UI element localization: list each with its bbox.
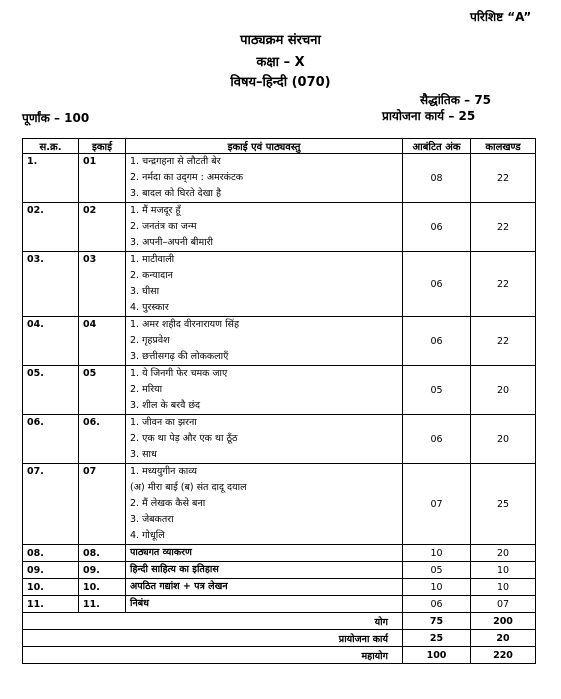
project-marks: प्रायोजना कार्य – 25	[382, 109, 476, 123]
serial-cell: 02.	[23, 203, 79, 252]
content-item: 2. नर्मदा का उद्‌गम : अमरकंटक	[130, 172, 244, 183]
content-item: 3. घीसा	[130, 286, 160, 297]
syllabus-table	[22, 138, 536, 664]
unit-cell: 07	[79, 464, 126, 545]
content-item: 3. साध	[130, 449, 157, 460]
summary-marks: 100	[403, 647, 471, 664]
content-item: 1. माटीवाली	[130, 254, 175, 265]
table-row	[23, 562, 536, 579]
content-item: 2. कन्यादान	[130, 270, 173, 281]
marks-cell: 10	[403, 579, 471, 596]
table-row	[23, 252, 536, 317]
summary-marks: 75	[403, 613, 471, 630]
content-item: 2. गृहप्रवेश	[130, 335, 170, 346]
content-item: 2. मैं लेखक कैसे बना	[130, 498, 206, 509]
content-item: 3. अपनी–अपनी बीमारी	[130, 237, 214, 248]
serial-cell: 10.	[23, 579, 79, 596]
content-cell	[126, 562, 403, 579]
content-item: पाठ्यगत व्याकरण	[130, 547, 192, 558]
content-item: 2. मरिया	[130, 384, 163, 395]
unit-cell: 11.	[79, 596, 126, 613]
content-item: 1. मैं मजदूर हूँ	[130, 205, 181, 216]
table-row	[23, 596, 536, 613]
marks-cell: 10	[403, 545, 471, 562]
unit-cell: 05	[79, 366, 126, 415]
content-item: 3. शील के बरवै छंद	[130, 400, 201, 411]
periods-cell: 10	[471, 562, 536, 579]
serial-cell: 06.	[23, 415, 79, 464]
col-header-content: इकाई एवं पाठ्यवस्तु	[126, 139, 403, 154]
content-cell	[126, 154, 403, 203]
content-cell	[126, 252, 403, 317]
serial-cell: 11.	[23, 596, 79, 613]
unit-cell: 08.	[79, 545, 126, 562]
unit-cell: 03	[79, 252, 126, 317]
serial-cell: 08.	[23, 545, 79, 562]
content-cell	[126, 415, 403, 464]
content-item: 1. अमर शहीद वीरनारायण सिंह	[130, 319, 239, 330]
table-row	[23, 317, 536, 366]
page-title: पाठ्यक्रम संरचना	[240, 33, 321, 48]
marks-cell: 06	[403, 415, 471, 464]
summary-label: योग	[23, 613, 403, 630]
unit-cell: 06.	[79, 415, 126, 464]
content-item: निबंध	[130, 598, 150, 609]
serial-cell: 1.	[23, 154, 79, 203]
content-item: 3. बादल को घिरते देखा है	[130, 188, 221, 199]
summary-label: प्रायोजना कार्य	[23, 630, 403, 647]
theory-marks: सैद्धांतिक – 75	[420, 93, 492, 107]
table-row	[23, 545, 536, 562]
summary-periods: 200	[471, 613, 536, 630]
unit-cell: 04	[79, 317, 126, 366]
marks-cell: 07	[403, 464, 471, 545]
class-label: कक्षा – X	[256, 55, 305, 70]
content-cell	[126, 203, 403, 252]
marks-cell: 06	[403, 252, 471, 317]
content-item: 1. जीवन का झरना	[130, 417, 197, 428]
col-header-marks: आबंटित अंक	[403, 139, 471, 154]
content-cell	[126, 317, 403, 366]
content-item: 1. मध्ययुगीन काव्य	[130, 466, 197, 477]
table-row	[23, 415, 536, 464]
col-header-periods: कालखण्ड	[471, 139, 536, 154]
table-body	[23, 154, 536, 664]
periods-cell: 22	[471, 317, 536, 366]
periods-cell: 22	[471, 252, 536, 317]
content-item: 2. एक था पेड़ और एक था ठूँठ	[130, 433, 238, 444]
periods-cell: 25	[471, 464, 536, 545]
periods-cell: 22	[471, 154, 536, 203]
content-item: अपठित गद्यांश + पत्र लेखन	[130, 581, 228, 592]
marks-cell: 08	[403, 154, 471, 203]
summary-label: महायोग	[23, 647, 403, 664]
content-item: 1. ये जिनगी फेर चमक जाए	[130, 368, 228, 379]
content-item: हिन्दी साहित्य का इतिहास	[130, 564, 219, 575]
content-cell	[126, 545, 403, 562]
appendix-label: परिशिष्ट “A”	[470, 10, 532, 24]
content-cell	[126, 366, 403, 415]
content-cell	[126, 579, 403, 596]
periods-cell: 20	[471, 415, 536, 464]
serial-cell: 07.	[23, 464, 79, 545]
serial-cell: 05.	[23, 366, 79, 415]
content-item: 4. गोधूलि	[130, 530, 165, 541]
marks-cell: 05	[403, 366, 471, 415]
summary-row	[23, 630, 536, 647]
unit-cell: 10.	[79, 579, 126, 596]
summary-marks: 25	[403, 630, 471, 647]
content-item: 3. छत्तीसगढ़ की लोककलाएँ	[130, 351, 229, 362]
subject-label: विषय–हिन्दी (070)	[230, 75, 331, 90]
serial-cell: 04.	[23, 317, 79, 366]
serial-cell: 09.	[23, 562, 79, 579]
table-row	[23, 579, 536, 596]
table-row	[23, 203, 536, 252]
periods-cell: 07	[471, 596, 536, 613]
content-item: 1. चन्द्रगहना से लौटती बेर	[130, 156, 221, 167]
unit-cell: 01	[79, 154, 126, 203]
table-header-row	[23, 139, 536, 154]
summary-periods: 20	[471, 630, 536, 647]
summary-row	[23, 647, 536, 664]
unit-cell: 09.	[79, 562, 126, 579]
total-marks: पूर्णांक – 100	[22, 111, 90, 125]
table-row	[23, 464, 536, 545]
marks-cell: 06	[403, 317, 471, 366]
content-item: 2. जनतंत्र का जन्म	[130, 221, 197, 232]
unit-cell: 02	[79, 203, 126, 252]
marks-cell: 06	[403, 596, 471, 613]
content-item: 3. जेबकतरा	[130, 514, 174, 525]
col-header-serial: स.क्र.	[23, 139, 79, 154]
marks-cell: 05	[403, 562, 471, 579]
periods-cell: 22	[471, 203, 536, 252]
periods-cell: 10	[471, 579, 536, 596]
serial-cell: 03.	[23, 252, 79, 317]
table-row	[23, 154, 536, 203]
marks-cell: 06	[403, 203, 471, 252]
content-item: 4. पुरस्कार	[130, 302, 169, 313]
periods-cell: 20	[471, 366, 536, 415]
table-row	[23, 366, 536, 415]
content-item: (अ) मीरा बाई (ब) संत दादू दयाल	[130, 482, 247, 493]
content-cell	[126, 464, 403, 545]
summary-periods: 220	[471, 647, 536, 664]
summary-row	[23, 613, 536, 630]
periods-cell: 20	[471, 545, 536, 562]
col-header-unit: इकाई	[79, 139, 126, 154]
content-cell	[126, 596, 403, 613]
